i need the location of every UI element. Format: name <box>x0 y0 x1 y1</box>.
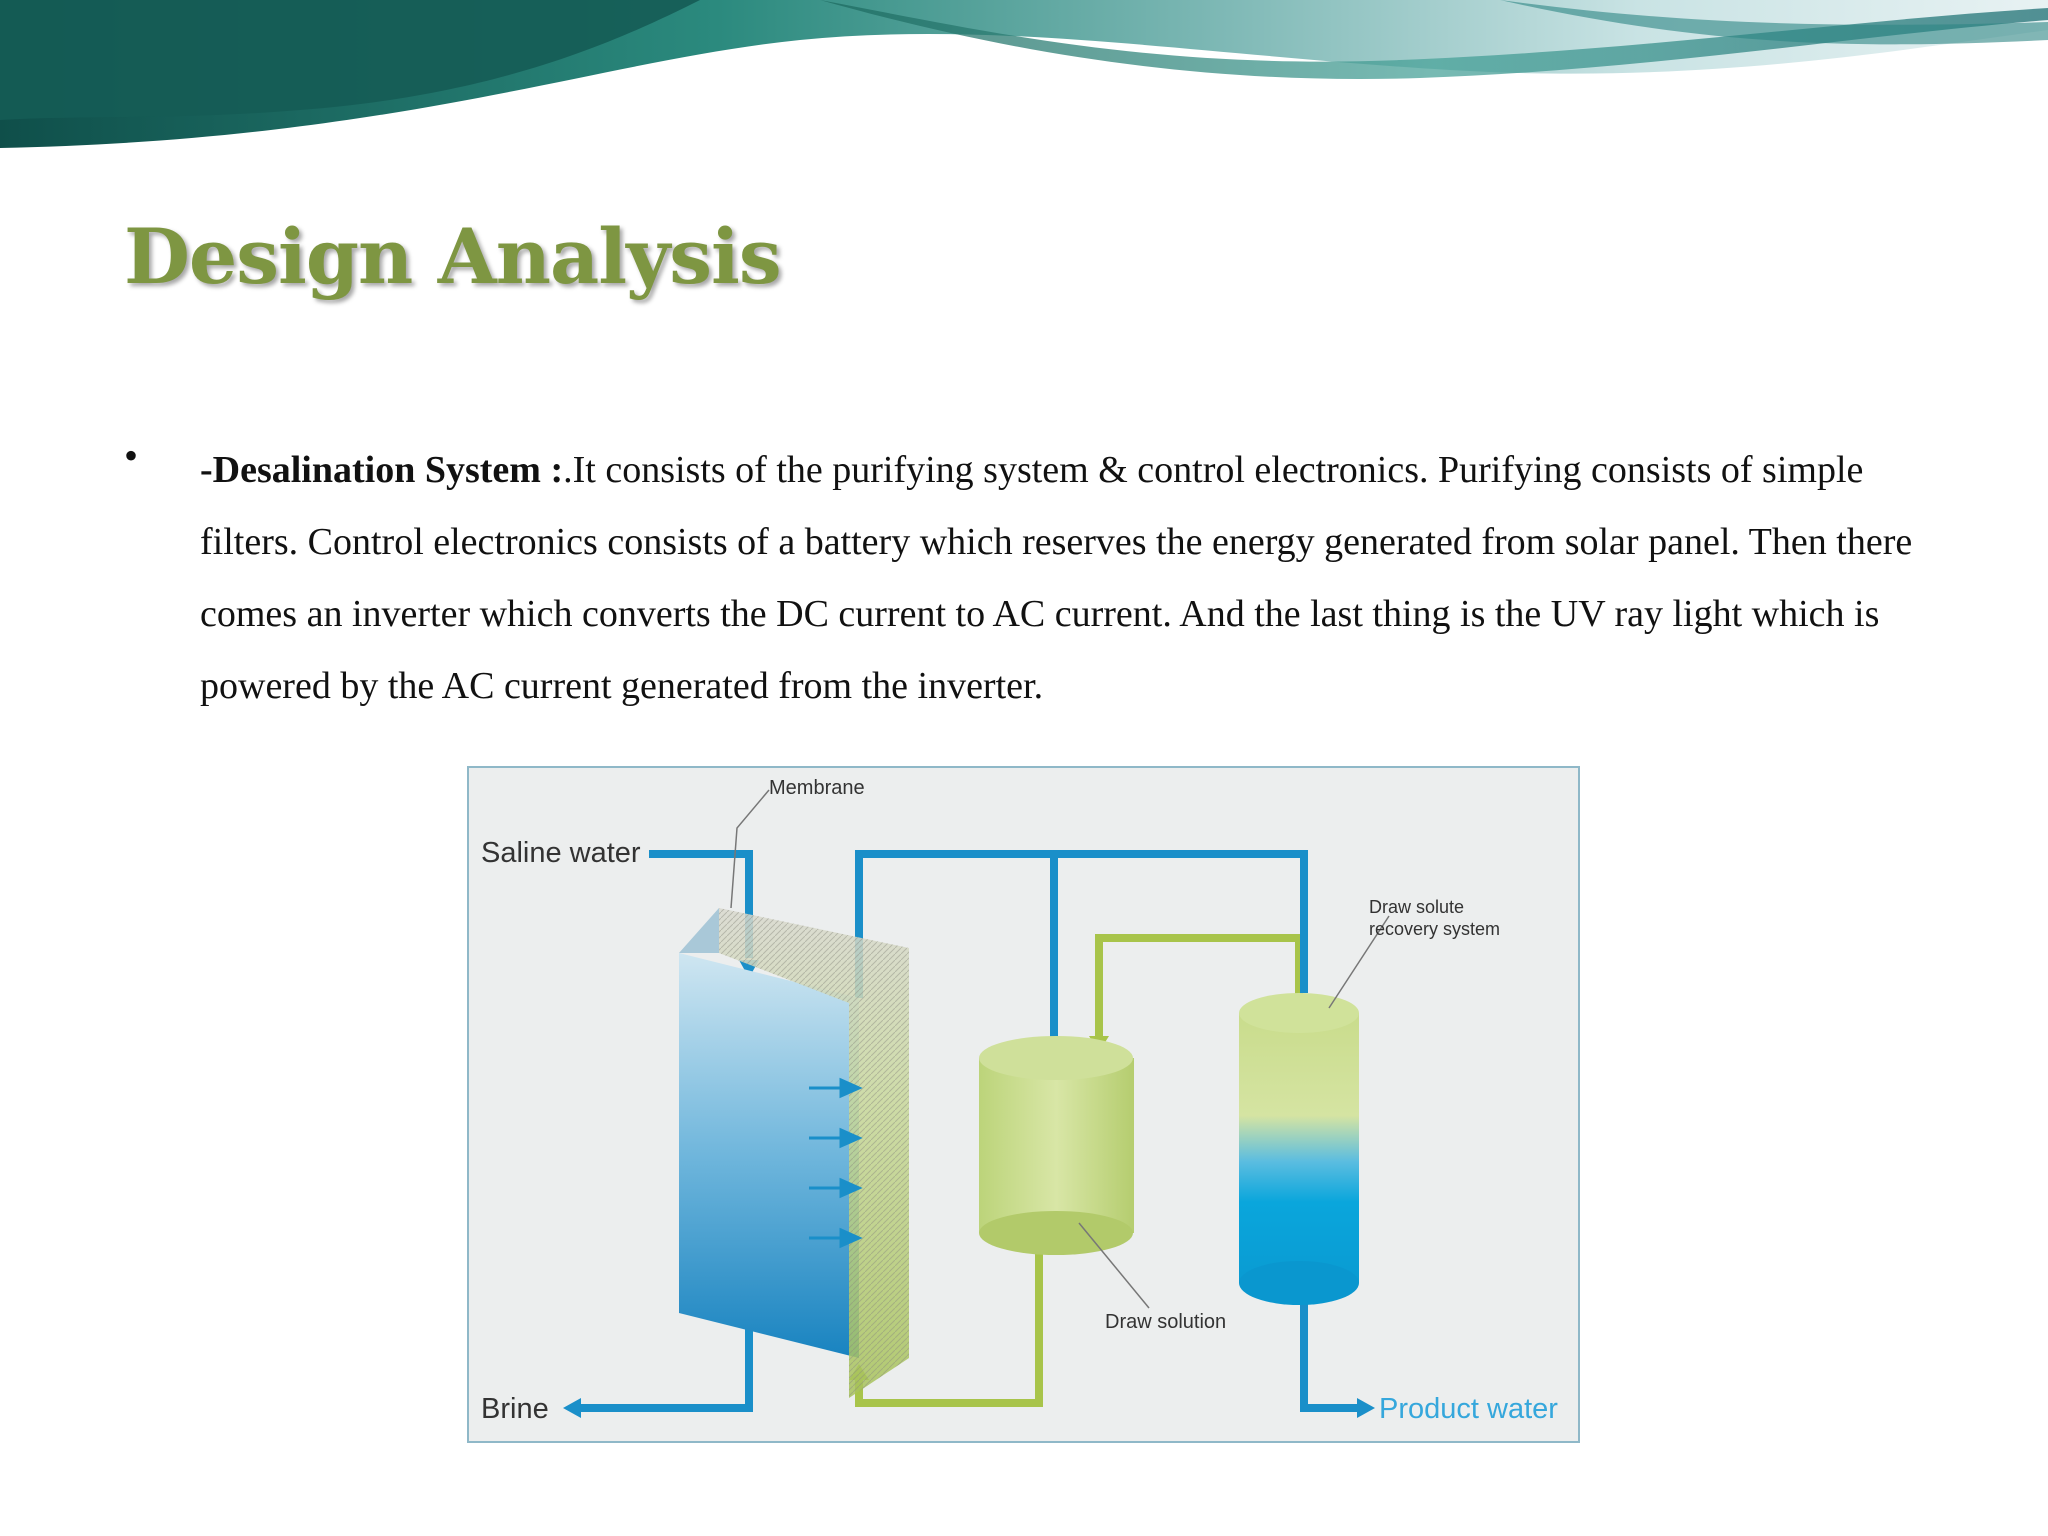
draw-solution-tank <box>979 1036 1134 1255</box>
desalination-diagram <box>467 766 1580 1443</box>
label-draw-solution: Draw solution <box>1105 1311 1227 1333</box>
label-saline-water: Saline water <box>481 837 641 869</box>
slide-title: Design Analysis <box>124 212 781 301</box>
product-arrow-icon <box>1357 1398 1375 1418</box>
brine-arrow-icon <box>563 1398 581 1418</box>
label-brine: Brine <box>481 1393 549 1425</box>
recovery-system-tank <box>1239 993 1359 1305</box>
bullet-paragraph <box>200 434 1920 722</box>
bullet-marker: • <box>124 433 139 478</box>
label-membrane: Membrane <box>769 777 865 799</box>
header-wave-banner <box>0 0 2048 150</box>
label-draw-solute-1: Draw solute <box>1369 897 1465 917</box>
bullet-body: .It consists of the purifying system & control electronics. Purifying consists of simple filters. Control electronics consists of a battery which reserves the energy generated from solar panel. Then there comes an inverter which converts the DC current to AC current. And the last thing is the UV ray light which is powered by the AC current generated from the inverter. <box>200 449 1913 707</box>
bullet-lead: -Desalination System : <box>200 449 564 491</box>
label-product-water: Product water <box>1379 1393 1558 1425</box>
membrane-module <box>679 908 909 1398</box>
label-draw-solute-2: recovery system <box>1369 919 1501 939</box>
